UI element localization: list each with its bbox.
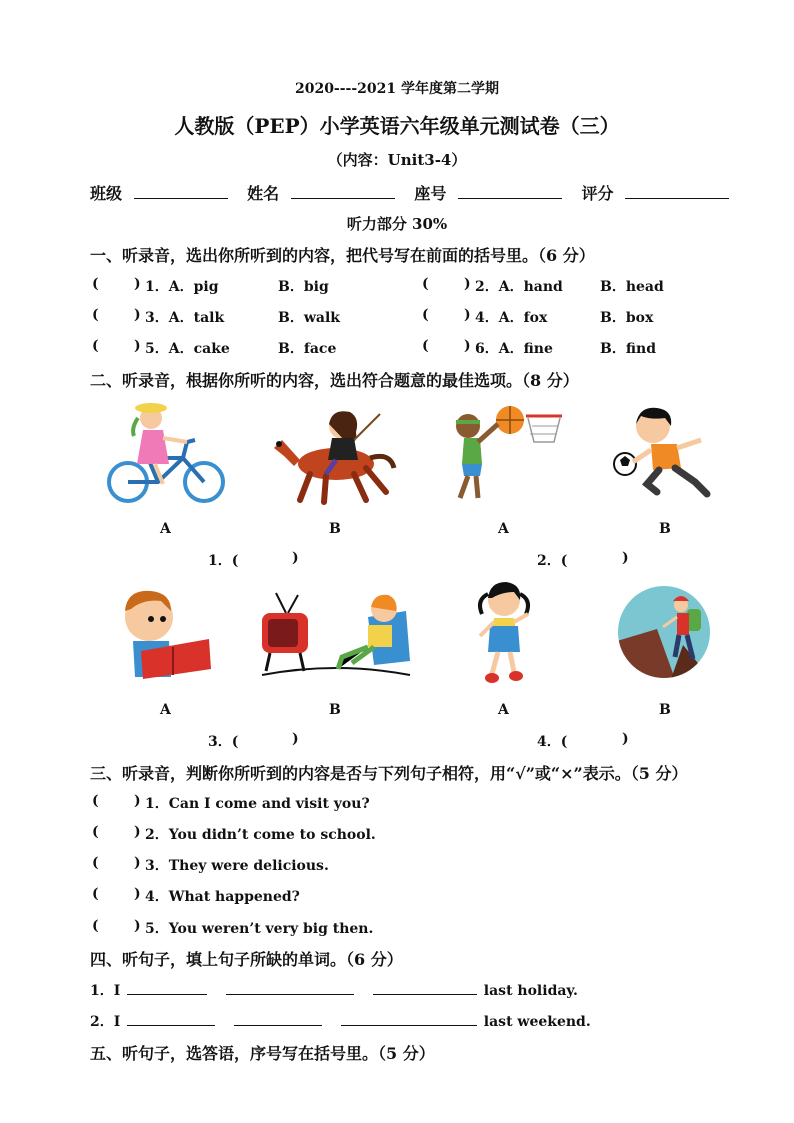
s2-r2-label-2: B <box>329 702 341 718</box>
section3-title: 三、听录音，判断你所听到的内容是否与下列句子相符，用“√”或“×”表示。（5 分） <box>90 764 688 783</box>
s1-q3-option-b: B．walk <box>278 310 340 326</box>
girl-riding-bike-image <box>103 400 229 508</box>
s2-answer-1-close: ) <box>292 550 299 566</box>
s3-q2-close-paren: ) <box>134 824 141 840</box>
s1-q5-option-b: B．face <box>278 341 337 357</box>
s2-r1-label-3: A <box>498 521 509 537</box>
listening-header: 听力部分 30% <box>346 215 448 233</box>
s1-q1-option-a: 1．A．pig <box>145 279 219 295</box>
s4-item-2-suffix: last weekend. <box>483 1014 591 1030</box>
watching-tv-image <box>256 591 414 683</box>
s3-q4-text: 4．What happened? <box>145 889 300 905</box>
s4-item-1-blank-1[interactable] <box>127 980 207 995</box>
boy-playing-basketball-image <box>444 402 568 504</box>
s2-r2-label-4: B <box>659 702 671 718</box>
s3-q1-open-paren: ( <box>92 793 99 809</box>
s3-q5-close-paren: ) <box>134 918 141 934</box>
s4-item-2 <box>90 1011 591 1031</box>
s2-r1-label-1: A <box>160 521 171 537</box>
s4-item-1-suffix: last holiday. <box>483 983 578 999</box>
s3-q1-close-paren: ) <box>134 793 141 809</box>
s2-r1-label-4: B <box>659 521 671 537</box>
s1-q6-option-b: B．find <box>600 341 656 357</box>
s3-q2-text: 2．You didn’t come to school. <box>145 827 376 843</box>
s1-q5-option-a: 5．A．cake <box>145 341 230 357</box>
student-info-row <box>90 181 729 204</box>
s2-answer-3-open: 3．( <box>208 734 239 750</box>
name-field[interactable] <box>291 184 395 199</box>
s1-q3-open-paren: ( <box>92 307 99 323</box>
page-title: 人教版（PEP）小学英语六年级单元测试卷（三） <box>174 114 620 138</box>
boy-reading-book-image <box>113 581 215 683</box>
s2-r2-label-1: A <box>160 702 171 718</box>
name-label: 姓名 <box>247 184 280 203</box>
girl-skipping-image <box>470 578 538 688</box>
s1-q2-option-a: 2．A．hand <box>475 279 563 295</box>
s3-q4-open-paren: ( <box>92 886 99 902</box>
s3-q3-close-paren: ) <box>134 855 141 871</box>
s3-q4-close-paren: ) <box>134 886 141 902</box>
s3-q3-text: 3．They were delicious. <box>145 858 329 874</box>
section1-title: 一、听录音，选出你所听到的内容，把代号写在前面的括号里。（6 分） <box>90 246 595 265</box>
s2-answer-1-open: 1．( <box>208 553 239 569</box>
s1-q2-open-paren: ( <box>422 276 429 292</box>
s1-q1-close-paren: ) <box>134 276 141 292</box>
hiker-climbing-image <box>617 585 711 679</box>
section5-title: 五、听句子，选答语，序号写在括号里。（5 分） <box>90 1044 435 1063</box>
class-field[interactable] <box>134 184 228 199</box>
s1-q1-option-b: B．big <box>278 279 329 295</box>
s1-q5-open-paren: ( <box>92 338 99 354</box>
s3-q1-text: 1．Can I come and visit you? <box>145 796 370 812</box>
s4-item-2-blank-2[interactable] <box>234 1011 322 1026</box>
s4-item-2-blank-3[interactable] <box>341 1011 477 1026</box>
s2-r1-label-2: B <box>329 521 341 537</box>
s1-q1-open-paren: ( <box>92 276 99 292</box>
score-field[interactable] <box>625 184 729 199</box>
s4-item-1-blank-3[interactable] <box>373 980 477 995</box>
boy-playing-football-image <box>611 404 721 502</box>
s4-item-1 <box>90 980 578 1000</box>
section2-title: 二、听录音，根据你所听的内容，选出符合题意的最佳选项。（8 分） <box>90 371 579 390</box>
s1-q4-close-paren: ) <box>464 307 471 323</box>
school-year: 2020----2021 学年度第二学期 <box>294 81 500 97</box>
section4-title: 四、听句子，填上句子所缺的单词。（6 分） <box>90 950 403 969</box>
s2-r2-label-3: A <box>498 702 509 718</box>
s1-q3-option-a: 3．A．talk <box>145 310 225 326</box>
s1-q2-option-b: B．head <box>600 279 664 295</box>
girl-riding-horse-image <box>270 402 398 508</box>
s1-q3-close-paren: ) <box>134 307 141 323</box>
s1-q4-option-b: B．box <box>600 310 654 326</box>
s4-item-2-blank-1[interactable] <box>127 1011 215 1026</box>
class-label: 班级 <box>90 184 123 203</box>
s4-item-1-blank-2[interactable] <box>226 980 354 995</box>
s1-q4-option-a: 4．A．fox <box>475 310 548 326</box>
s2-answer-4-close: ) <box>622 731 629 747</box>
seat-field[interactable] <box>458 184 562 199</box>
score-label: 评分 <box>581 184 614 203</box>
s3-q5-text: 5．You weren’t very big then. <box>145 921 374 937</box>
s4-item-1-prefix: 1．I <box>90 983 121 999</box>
s1-q6-close-paren: ) <box>464 338 471 354</box>
s3-q2-open-paren: ( <box>92 824 99 840</box>
s4-item-2-prefix: 2．I <box>90 1014 121 1030</box>
s2-answer-4-open: 4．( <box>537 734 568 750</box>
s1-q6-option-a: 6．A．fine <box>475 341 553 357</box>
seat-label: 座号 <box>414 184 447 203</box>
page-subtitle: （内容：Unit3-4） <box>327 151 467 169</box>
s1-q4-open-paren: ( <box>422 307 429 323</box>
s1-q2-close-paren: ) <box>464 276 471 292</box>
s1-q5-close-paren: ) <box>134 338 141 354</box>
s2-answer-3-close: ) <box>292 731 299 747</box>
s2-answer-2-open: 2．( <box>537 553 568 569</box>
s3-q5-open-paren: ( <box>92 918 99 934</box>
s1-q6-open-paren: ( <box>422 338 429 354</box>
s3-q3-open-paren: ( <box>92 855 99 871</box>
s2-answer-2-close: ) <box>622 550 629 566</box>
